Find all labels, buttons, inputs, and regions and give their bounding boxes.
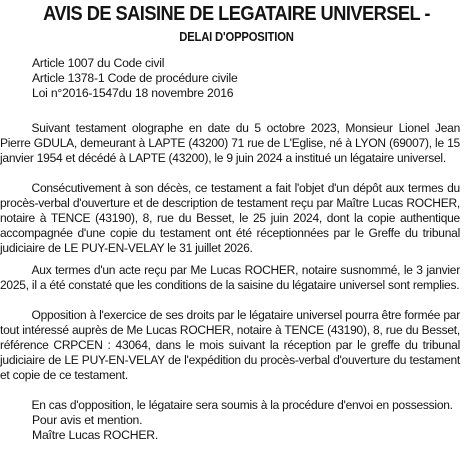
paragraph-envoi-en-possession: En cas d'opposition, le légataire sera soumis à la procédure d'envoi en possession. [31,398,453,412]
legal-reference: Article 1007 du Code civil [32,56,165,70]
notice-subtitle: DELAI D'OPPOSITION [179,30,294,44]
legal-reference: Loi n°2016-1547du 18 novembre 2016 [32,86,234,100]
legal-reference: Article 1378-1 Code de procédure civile [32,71,238,85]
paragraph-deposit: Consécutivement à son décès, ce testament a fait l'objet d'un dépôt aux termes du procès-verbal d'ouverture et de description de testament reçu par Maître Lucas ROCHER, notaire à TENCE (43190), 8, rue du Besset, le 25 juin 2024, dont la copie authentique accompagnée d'une copie du testament ont été réceptionnées par le Greffe du tribunal judiciaire de LE PUY-EN-VELAY le 31 juillet 2026. [0,181,460,255]
legal-references [32,56,238,101]
paragraph-opposition: Opposition à l'exercice de ses droits par le légataire universel pourra être formée par tout intéressé auprès de Me Lucas ROCHER, notaire à TENCE (43190), 8, rue du Besset, référence CRPCEN : 43064, dans le mois suivant la réception par le greffe du tribunal judiciaire de LE PUY-EN-VELAY de l'expédition du procès-verbal d'ouverture du testament et copie de ce testament. [0,308,460,382]
closing-signature [32,413,158,443]
paragraph-saisine: Aux termes d'un acte reçu par Me Lucas ROCHER, notaire susnommé, le 3 janvier 2025, il a été constaté que les conditions de la saisine du légataire universel sont remplies. [0,263,460,292]
notice-title: AVIS DE SAISINE DE LEGATAIRE UNIVERSEL - [43,2,430,25]
closing-line: Pour avis et mention. [32,413,143,427]
paragraph-testament: Suivant testament olographe en date du 5 octobre 2023, Monsieur Lionel Jean Pierre GDULA, demeurant à LAPTE (43200) 71 rue de L'Eglise, né à LYON (69007), le 15 janvier 1954 et décédé à LAPTE (43200), le 9 juin 2024 a institué un légataire universel. [0,121,460,165]
signatory: Maître Lucas ROCHER. [32,428,159,442]
